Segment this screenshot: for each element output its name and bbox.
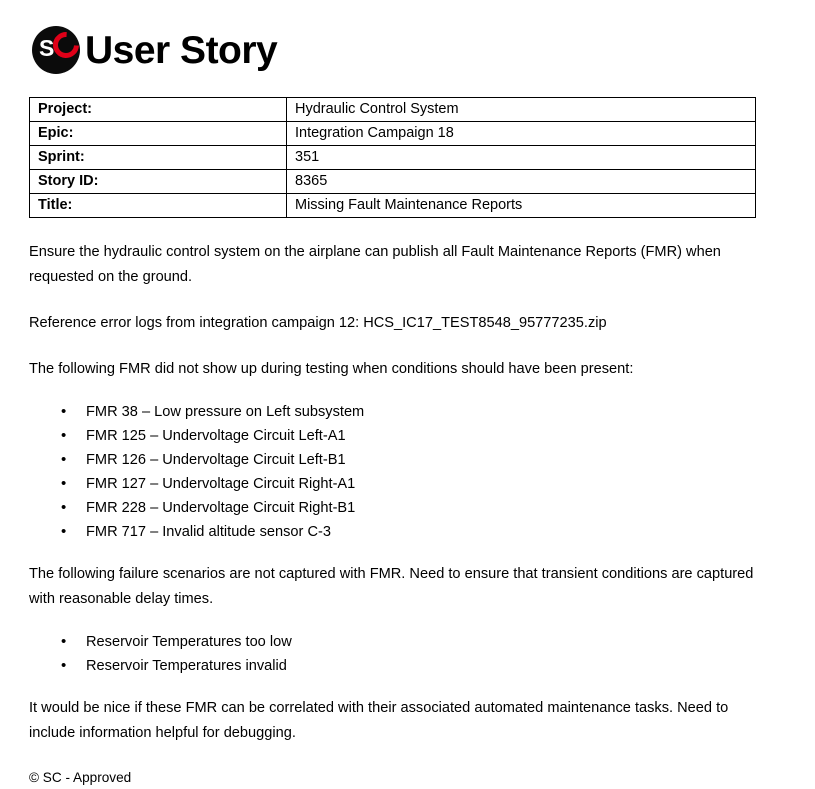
sc-logo-icon xyxy=(29,24,83,78)
paragraph-objective: Ensure the hydraulic control system on the airplane can publish all Fault Maintenance Reports (FMR) when requested on the ground. xyxy=(29,244,721,285)
table-row xyxy=(30,98,756,122)
list-item xyxy=(29,520,774,544)
table-row xyxy=(30,194,756,218)
document-body xyxy=(29,240,774,789)
list-item-label: FMR 127 – Undervoltage Circuit Right-A1 xyxy=(86,476,356,492)
list-item-label: FMR 228 – Undervoltage Circuit Right-B1 xyxy=(86,500,356,516)
document-header xyxy=(29,22,277,80)
list-item xyxy=(29,654,774,678)
list-item xyxy=(29,472,774,496)
list-item-label: Reservoir Temperatures too low xyxy=(86,634,292,650)
list-item xyxy=(29,496,774,520)
table-cell-label: Sprint: xyxy=(30,146,287,170)
list-item xyxy=(29,400,774,424)
bullet-icon: • xyxy=(61,403,67,420)
table-row xyxy=(30,146,756,170)
list-item-label: FMR 38 – Low pressure on Left subsystem xyxy=(86,404,365,420)
logo-letter-s: S xyxy=(39,35,54,61)
table-cell-value: Missing Fault Maintenance Reports xyxy=(287,194,756,218)
bullet-icon: • xyxy=(61,427,67,444)
table-cell-label: Title: xyxy=(30,194,287,218)
paragraph-failure-scenarios-intro: The following failure scenarios are not captured with FMR. Need to ensure that transient conditions are captured with reasonable delay times. xyxy=(29,566,754,607)
paragraph-correlation-note: It would be nice if these FMR can be correlated with their associated automated maintenance tasks. Need to include information helpful for debugging. xyxy=(29,700,729,741)
bullet-icon: • xyxy=(61,523,67,540)
list-item-label: FMR 717 – Invalid altitude sensor C-3 xyxy=(86,524,331,540)
bullet-icon: • xyxy=(61,451,67,468)
table-cell-label: Story ID: xyxy=(30,170,287,194)
list-item xyxy=(29,424,774,448)
table-row xyxy=(30,170,756,194)
table-cell-value: Integration Campaign 18 xyxy=(287,122,756,146)
list-item-label: Reservoir Temperatures invalid xyxy=(86,658,287,674)
table-cell-label: Project: xyxy=(30,98,287,122)
list-item-label: FMR 126 – Undervoltage Circuit Left-B1 xyxy=(86,452,346,468)
list-item xyxy=(29,630,774,654)
page-title: User Story xyxy=(85,29,278,72)
scenario-list xyxy=(29,630,774,678)
list-item-label: FMR 125 – Undervoltage Circuit Left-A1 xyxy=(86,428,346,444)
table-cell-value: 8365 xyxy=(287,170,756,194)
bullet-icon: • xyxy=(61,657,67,674)
table-cell-label: Epic: xyxy=(30,122,287,146)
table-cell-value: Hydraulic Control System xyxy=(287,98,756,122)
paragraph-reference-logs: Reference error logs from integration campaign 12: HCS_IC17_TEST8548_95777235.zip xyxy=(29,315,607,331)
table-row xyxy=(30,122,756,146)
paragraph-missing-fmr-intro: The following FMR did not show up during testing when conditions should have been present: xyxy=(29,361,634,377)
list-item xyxy=(29,448,774,472)
copyright-notice: © SC - Approved xyxy=(29,770,132,785)
fmr-list xyxy=(29,400,774,544)
bullet-icon: • xyxy=(61,475,67,492)
bullet-icon: • xyxy=(61,499,67,516)
bullet-icon: • xyxy=(61,633,67,650)
table-cell-value: 351 xyxy=(287,146,756,170)
story-info-table xyxy=(29,97,756,218)
